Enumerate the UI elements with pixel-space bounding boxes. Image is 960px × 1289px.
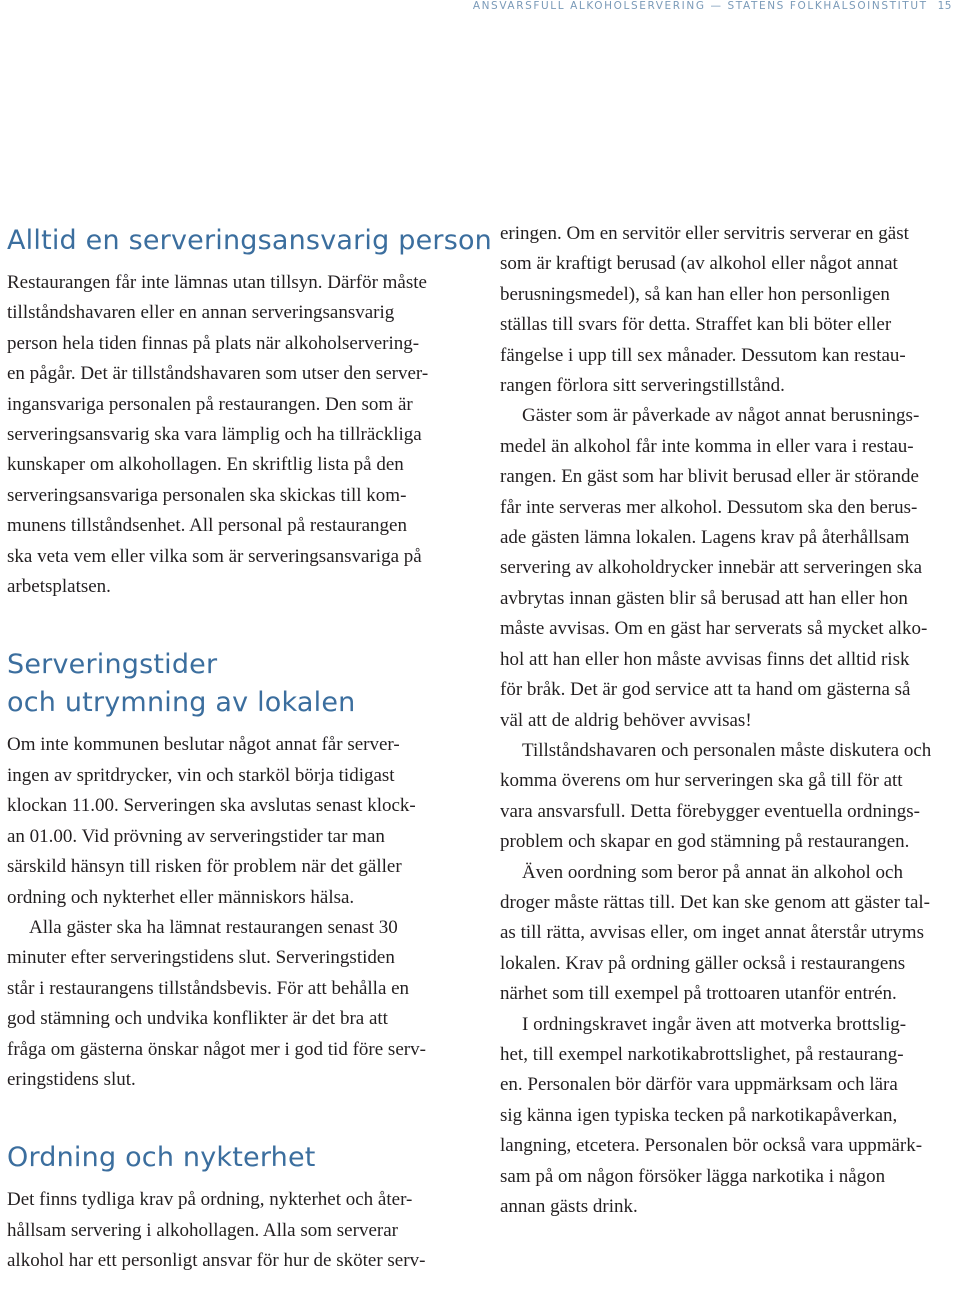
paragraph-berusad-gast: [500, 219, 960, 401]
paragraph-ordning-krav: [7, 1185, 477, 1276]
text-line: serveringsansvariga personalen ska skickas till kom-: [7, 484, 407, 506]
paragraph-ansvarsfull: [500, 736, 960, 858]
text-line: fängelse i upp till sex månader. Dessutom kan restau-: [500, 344, 906, 366]
text-line: annan gästs drink.: [500, 1196, 638, 1217]
text-line: berusningsmedel), så kan han eller hon personligen: [500, 283, 890, 305]
text-line: måste avvisas. Om en gäst har serverats så mycket alko-: [500, 618, 928, 640]
text-line: kunskaper om alkohollagen. En skriftlig lista på den: [7, 454, 404, 476]
paragraph-paverkade-gaster: [500, 401, 960, 735]
text-line: Ordning och nykterhet: [7, 1142, 316, 1174]
text-line: Alla gäster ska ha lämnat restaurangen senast 30: [29, 916, 398, 938]
text-line: rangen. En gäst som har blivit berusad eller är störande: [500, 466, 919, 488]
text-line: ordning och nykterhet eller människors hälsa.: [7, 886, 355, 908]
text-line: avbrytas innan gästen blir så berusad att han eller hon: [500, 587, 908, 609]
text-line: komma överens om hur serveringen ska gå till för att: [500, 770, 903, 792]
text-line: närhet som till exempel på trottoaren utanför entrén.: [500, 983, 897, 1005]
text-line: I ordningskravet ingår även att motverka brottslig-: [522, 1013, 907, 1035]
text-line: hol att han eller hon måste avvisas finns det alltid risk: [500, 648, 910, 670]
text-line: arbetsplatsen.: [7, 576, 111, 598]
paragraph-serveringstider: [7, 730, 477, 912]
text-line: klockan 11.00. Serveringen ska avslutas senast klock-: [7, 795, 416, 817]
text-line: droger måste rättas till. Det kan ske genom att gäster tal-: [500, 891, 930, 913]
text-line: ska veta vem eller vilka som är serveringsansvariga på: [7, 545, 422, 567]
text-line: ade gästen lämna lokalen. Lagens krav på återhållsam: [500, 527, 910, 549]
heading-serveringstider: [7, 646, 477, 722]
text-line: munens tillståndsenhet. All personal på restaurangen: [7, 515, 407, 537]
text-line: medel än alkohol får inte komma in eller vara i restau-: [500, 435, 914, 457]
page-number: 15: [937, 0, 952, 12]
text-line: Även oordning som beror på annat än alkohol och: [522, 861, 903, 883]
text-line: Serveringstider: [7, 649, 218, 681]
text-line: en. Personalen bör därför vara uppmärksam och lära: [500, 1074, 898, 1096]
text-line: het, till exempel narkotikabrottslighet, på restaurang-: [500, 1043, 904, 1065]
text-line: Alltid en serveringsansvarig person: [7, 225, 492, 256]
text-line: lokalen. Krav på ordning gäller också i restaurangens: [500, 952, 906, 974]
text-line: tillståndshavaren eller en annan serveringsansvarig: [7, 302, 395, 324]
text-line: serveringsansvarig ska vara lämplig och ha tillräckliga: [7, 424, 422, 446]
text-line: eringstidens slut.: [7, 1068, 136, 1090]
text-line: en pågår. Det är tillståndshavaren som utser den server-: [7, 363, 429, 385]
text-line: ingen av spritdrycker, vin och starköl börja tidigast: [7, 764, 395, 786]
heading-serveringsansvarig: [7, 222, 492, 260]
text-line: sig känna igen typiska tecken på narkotikapåverkan,: [500, 1104, 898, 1126]
text-line: eringen. Om en servitör eller servitris serverar en gäst: [500, 223, 909, 244]
heading-ordning: [7, 1139, 477, 1177]
text-line: väl att de aldrig behöver avvisas!: [500, 709, 752, 731]
paragraph-utrymning: [7, 913, 477, 1095]
text-line: god stämning och undvika konflikter är det bra att: [7, 1008, 388, 1030]
paragraph-brottslighet: [500, 1010, 960, 1223]
text-line: Om inte kommunen beslutar något annat får server-: [7, 734, 400, 756]
text-line: fråga om gästerna önskar något mer i god tid före serv-: [7, 1038, 426, 1060]
paragraph-oordning: [500, 858, 960, 1010]
text-line: problem och skapar en god stämning på restaurangen.: [500, 831, 910, 853]
text-line: sam på om någon försöker lägga narkotika i någon: [500, 1165, 886, 1187]
running-header: [473, 0, 952, 14]
text-line: an 01.00. Vid prövning av serveringstider tar man: [7, 825, 385, 847]
text-line: alkohol har ett personligt ansvar för hur de sköter serv-: [7, 1250, 426, 1272]
text-line: särskild hänsyn till risken för problem när det gäller: [7, 856, 402, 878]
left-column: [7, 222, 492, 1277]
text-line: hållsam servering i alkohollagen. Alla som serverar: [7, 1219, 398, 1241]
text-line: person hela tiden finnas på plats när alkoholservering-: [7, 332, 420, 354]
text-line: langning, etcetera. Personalen bör också vara uppmärk-: [500, 1135, 923, 1157]
right-column: [500, 219, 960, 1222]
text-line: och utrymning av lokalen: [7, 687, 356, 719]
text-line: Gäster som är påverkade av något annat berusnings-: [522, 405, 920, 427]
text-line: servering av alkoholdrycker innebär att serveringen ska: [500, 557, 923, 579]
text-line: rangen förlora sitt serveringstillstånd.: [500, 375, 785, 397]
text-line: as till rätta, avvisas eller, om inget annat återstår utryms: [500, 922, 924, 944]
text-line: som är kraftigt berusad (av alkohol eller något annat: [500, 253, 898, 275]
text-line: minuter efter serveringstidens slut. Serveringstiden: [7, 947, 395, 969]
text-line: står i restaurangens tillståndsbevis. För att behålla en: [7, 977, 410, 999]
text-line: vara ansvarsfull. Detta förebygger eventuella ordnings-: [500, 800, 920, 822]
text-line: ställas till svars för detta. Straffet kan bli böter eller: [500, 314, 892, 336]
text-line: ingansvariga personalen på restaurangen. Den som är: [7, 393, 413, 415]
running-title: ANSVARSFULL ALKOHOLSERVERING — STATENS FOLKHÄLSOINSTITUT: [472, 0, 928, 12]
text-line: Restaurangen får inte lämnas utan tillsyn. Därför måste: [7, 272, 427, 293]
text-line: Tillståndshavaren och personalen måste diskutera och: [522, 739, 932, 761]
text-line: för bråk. Det är god service att ta hand om gästerna så: [500, 679, 911, 701]
paragraph-tillsyn: [7, 268, 477, 602]
text-line: får inte serveras mer alkohol. Dessutom ska den berus-: [500, 496, 918, 518]
text-line: Det finns tydliga krav på ordning, nykterhet och åter-: [7, 1189, 413, 1211]
